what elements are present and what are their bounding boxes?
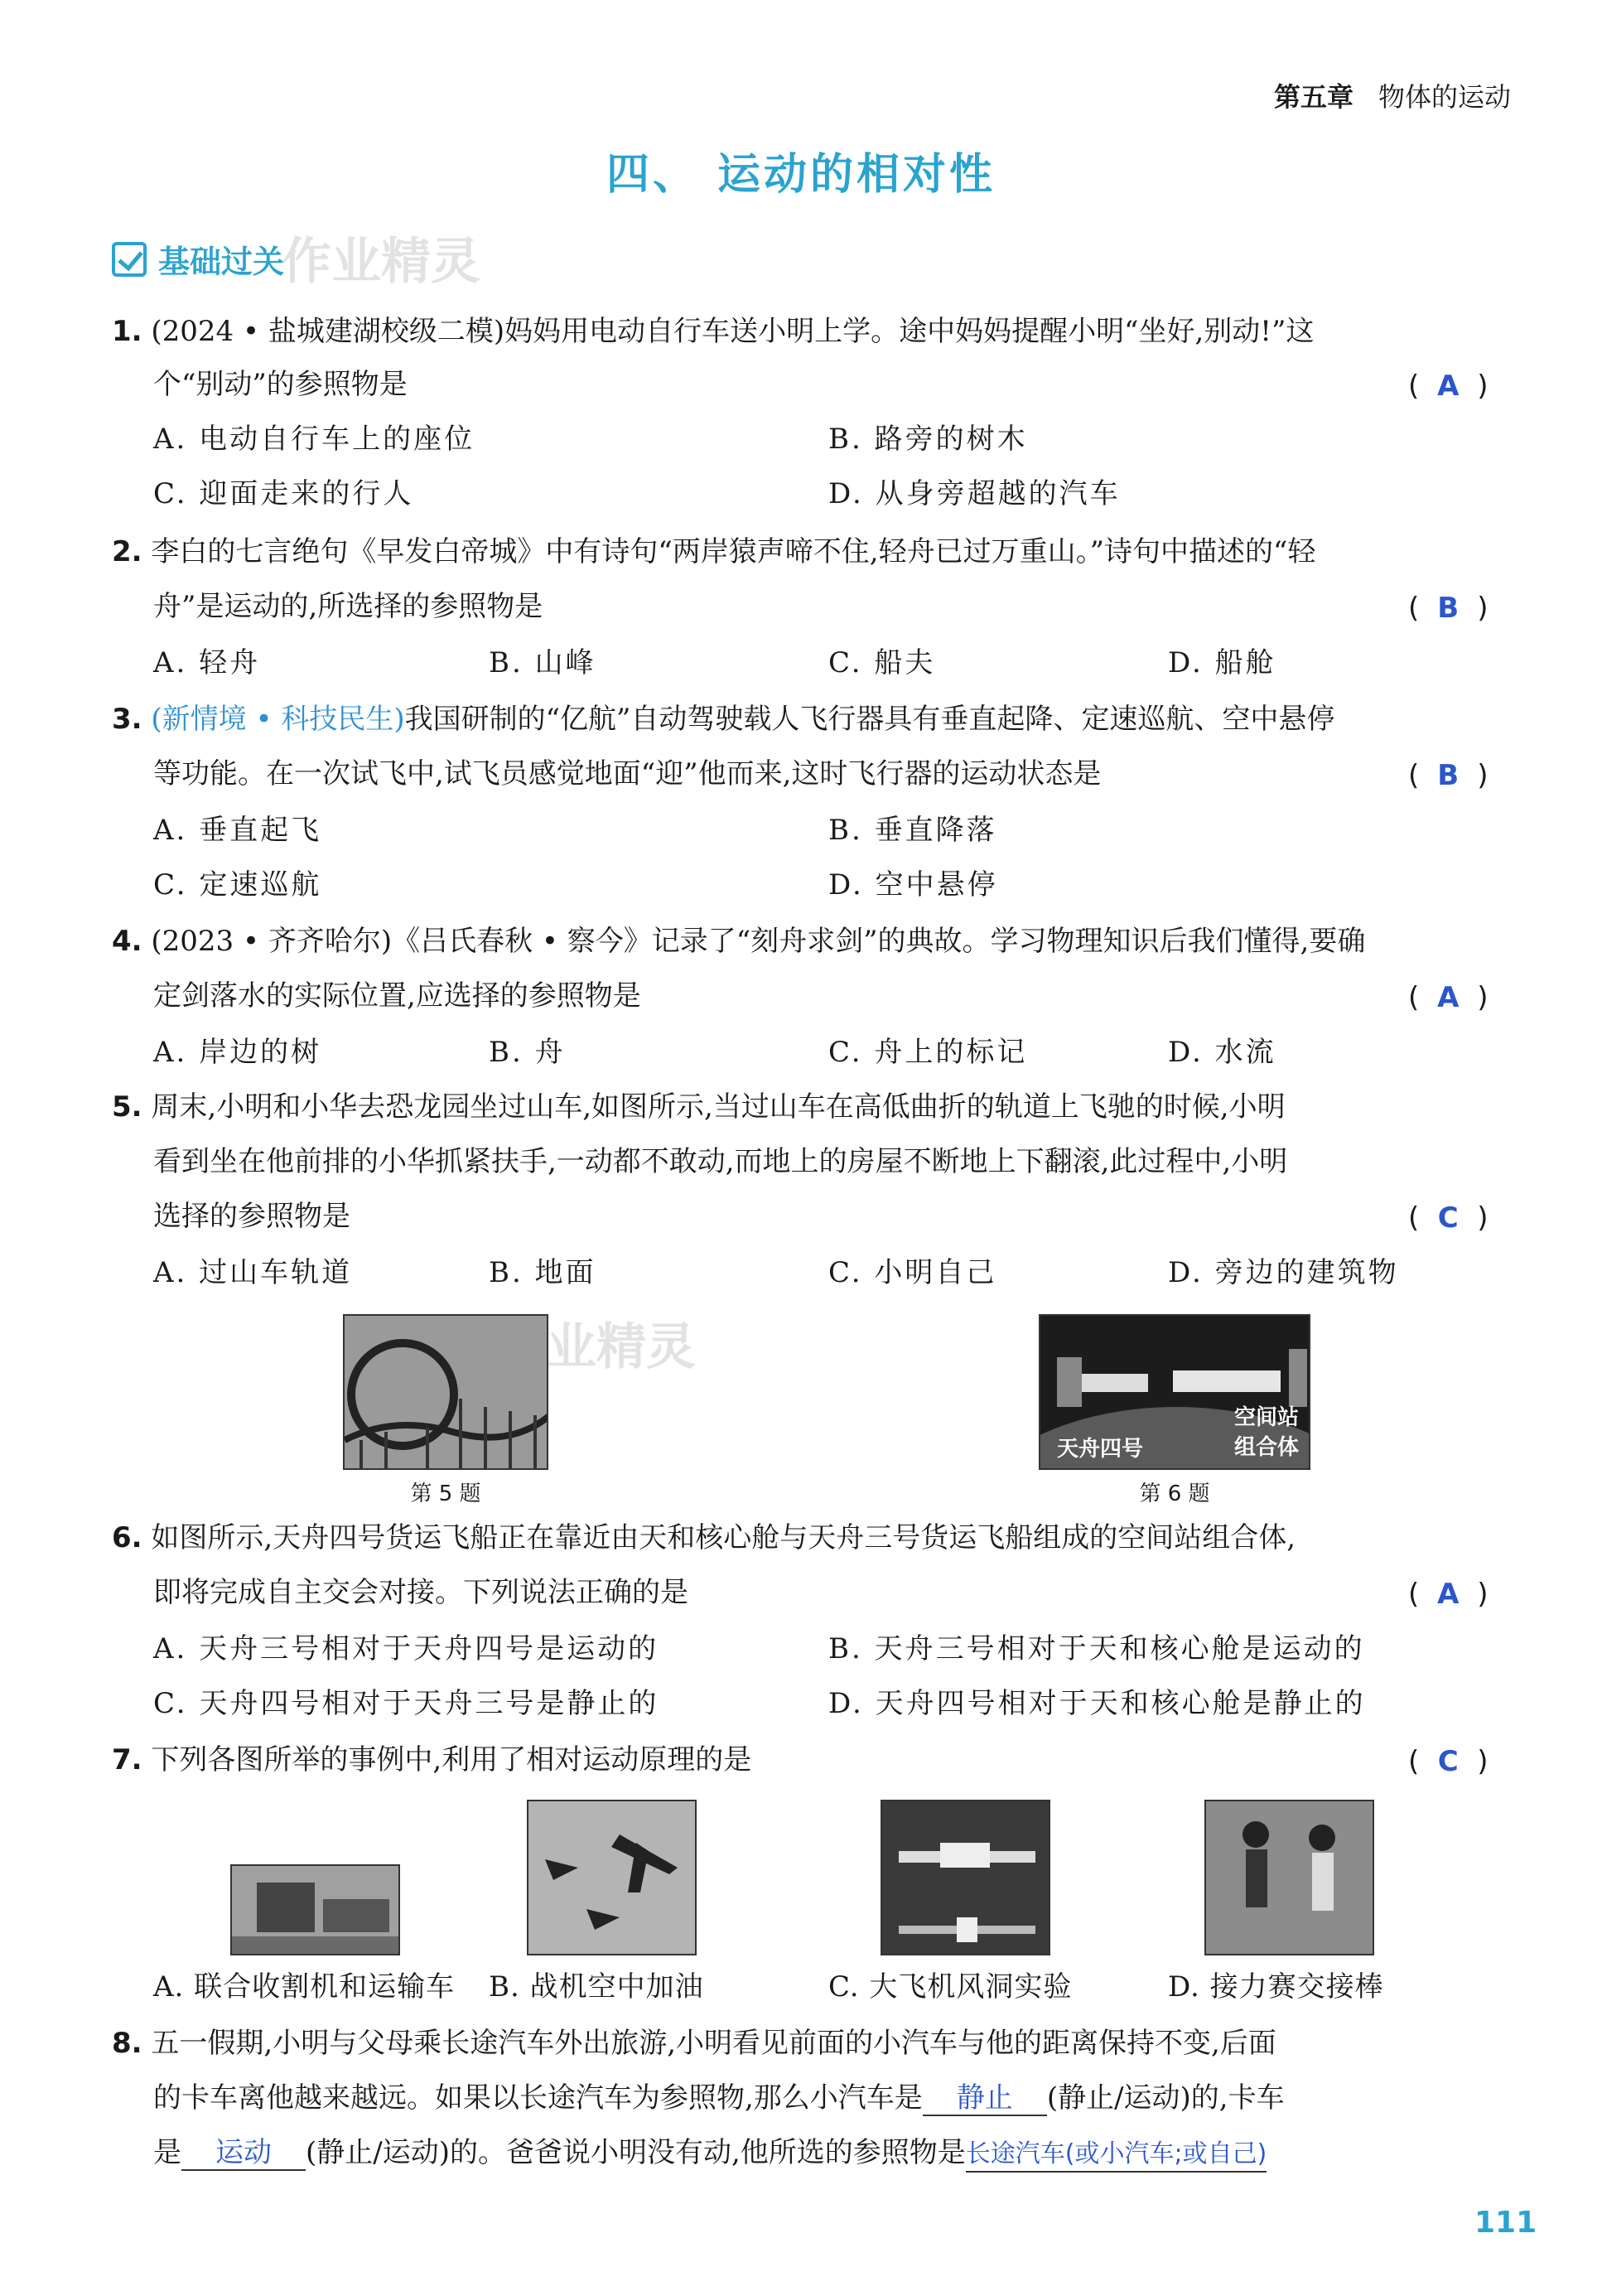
question-5-line2: 看到坐在他前排的小华抓紧扶手,一动都不敢动,而地上的房屋不断地上下翻滚,此过程中,小明 [153, 1145, 1288, 1178]
jet-icon [528, 1801, 697, 1955]
question-7-line1 [112, 1743, 751, 1776]
question-4-option-d: D. 水流 [1168, 1036, 1276, 1069]
checkbox-icon [112, 242, 147, 277]
figure-6-label-right-1: 空间站 [1234, 1405, 1300, 1430]
answer-blank-2: 运动 [181, 2136, 306, 2171]
question-2-option-a: A. 轻舟 [153, 646, 261, 679]
answer-value: A [1437, 1578, 1460, 1611]
question-6-line2: 即将完成自主交会对接。下列说法正确的是 [153, 1576, 688, 1609]
page-number: 111 [1474, 2206, 1537, 2240]
question-2-answer: ( B ) [1408, 592, 1489, 625]
figure-6-label-left: 天舟四号 [1057, 1437, 1144, 1462]
question-3-option-a: A. 垂直起飞 [153, 814, 322, 847]
question-6-option-b: B. 天舟三号相对于天和核心舱是运动的 [828, 1632, 1365, 1665]
figure-6-label-right-2: 组合体 [1234, 1435, 1300, 1460]
question-4-option-a: A. 岸边的树 [153, 1036, 322, 1069]
question-8-number: 8. [112, 2027, 142, 2060]
answer-value: C [1437, 1201, 1459, 1235]
section-heading [112, 236, 284, 282]
question-7-answer: ( C ) [1408, 1745, 1489, 1778]
question-3-tag: (新情境 • 科技民生) [151, 703, 405, 736]
question-1-option-a: A. 电动自行车上的座位 [153, 423, 475, 456]
question-5-option-d: D. 旁边的建筑物 [1168, 1256, 1399, 1289]
question-6-answer: ( A ) [1408, 1578, 1489, 1611]
question-6-text: 如图所示,天舟四号货运飞船正在靠近由天和核心舱与天舟三号货运飞船组成的空间站组合体, [151, 1521, 1296, 1554]
question-8-text: 是 [153, 2136, 181, 2169]
question-4-number: 4. [112, 925, 142, 958]
answer-value: B [1437, 759, 1460, 792]
question-4-option-c: C. 舟上的标记 [828, 1036, 1028, 1069]
answer-value: C [1437, 1745, 1459, 1778]
question-3-option-c: C. 定速巡航 [153, 868, 322, 901]
answer-blank-1: 静止 [923, 2081, 1047, 2116]
question-7-option-b: B. 战机空中加油 [489, 1970, 704, 2004]
question-1-text: (2024 • 盐城建湖校级二模)妈妈用电动自行车送小明上学。途中妈妈提醒小明“坐好,别动!”这 [151, 315, 1315, 348]
answer-value: A [1437, 370, 1460, 403]
question-5-option-b: B. 地面 [489, 1256, 596, 1289]
question-8-text: (静止/运动)的。爸爸说小明没有动,他所选的参照物是 [306, 2136, 966, 2169]
airplane-icon [882, 1801, 1050, 1955]
question-8-line2 [153, 2081, 1285, 2116]
question-2-option-c: C. 船夫 [828, 646, 936, 679]
watermark: 作业精灵 [282, 233, 480, 291]
wind-tunnel-photo [881, 1800, 1050, 1955]
question-5-option-c: C. 小明自己 [828, 1256, 997, 1289]
question-1-answer: ( A ) [1408, 370, 1489, 403]
question-3-line2: 等功能。在一次试飞中,试飞员感觉地面“迎”他而来,这时飞行器的运动状态是 [153, 757, 1102, 790]
question-2-text: 李白的七言绝句《早发白帝城》中有诗句“两岸猿声啼不住,轻舟已过万重山。”诗句中描述的“轻 [151, 535, 1316, 568]
question-7-text: 下列各图所举的事例中,利用了相对运动原理的是 [151, 1743, 752, 1776]
question-4-text: (2023 • 齐齐哈尔)《吕氏春秋 • 察今》记录了“刻舟求剑”的典故。学习物理知识后我们懂得,要确 [151, 925, 1366, 958]
question-8-text: 五一假期,小明与父母乘长途汽车外出旅游,小明看见前面的小汽车与他的距离保持不变,后面 [151, 2027, 1276, 2060]
question-6-option-a: A. 天舟三号相对于天舟四号是运动的 [153, 1632, 659, 1665]
question-4-line2: 定剑落水的实际位置,应选择的参照物是 [153, 979, 641, 1013]
question-8-text: 的卡车离他越来越远。如果以长途汽车为参照物,那么小汽车是 [153, 2081, 923, 2115]
chapter-header [1274, 76, 1511, 114]
question-4-answer: ( A ) [1408, 981, 1489, 1014]
question-7-option-d: D. 接力赛交接棒 [1168, 1970, 1384, 2004]
question-3-answer: ( B ) [1408, 759, 1489, 792]
question-6-line1 [112, 1521, 1296, 1554]
question-4-line1 [112, 925, 1365, 958]
question-3-option-b: B. 垂直降落 [828, 814, 997, 847]
question-1-option-d: D. 从身旁超越的汽车 [828, 477, 1121, 510]
figure-5-caption: 第 5 题 [410, 1482, 481, 1506]
question-3-text: 我国研制的“亿航”自动驾驶载人飞行器具有垂直起降、定速巡航、空中悬停 [404, 703, 1335, 736]
question-8-text: (静止/运动)的,卡车 [1046, 2081, 1285, 2115]
question-7-option-c: C. 大飞机风洞实验 [828, 1970, 1073, 2004]
chapter-number: 第五章 [1273, 81, 1353, 113]
question-5-option-a: A. 过山车轨道 [153, 1256, 353, 1289]
harvester-photo [230, 1864, 400, 1955]
question-2-number: 2. [112, 535, 142, 568]
question-6-option-d: D. 天舟四号相对于天和核心舱是静止的 [828, 1687, 1366, 1720]
question-2-option-d: D. 船舱 [1168, 646, 1276, 679]
question-3-line1 [112, 703, 1334, 736]
question-7-number: 7. [112, 1743, 142, 1776]
question-6-option-c: C. 天舟四号相对于天舟三号是静止的 [153, 1687, 659, 1720]
harvester-icon [232, 1866, 400, 1955]
question-5-answer: ( C ) [1408, 1201, 1489, 1235]
question-2-line2: 舟”是运动的,所选择的参照物是 [153, 590, 543, 623]
question-1-option-c: C. 迎面走来的行人 [153, 477, 414, 510]
figure-6-caption: 第 6 题 [1139, 1482, 1210, 1506]
question-4-option-b: B. 舟 [489, 1036, 566, 1069]
question-2-line1 [112, 535, 1315, 568]
relay-race-photo [1204, 1800, 1374, 1955]
question-1-option-b: B. 路旁的树木 [828, 423, 1028, 456]
question-3-number: 3. [112, 703, 142, 736]
air-refuel-photo [527, 1800, 697, 1955]
question-6-number: 6. [112, 1521, 142, 1554]
answer-blank-3: 长途汽车(或小汽车;或自己) [966, 2138, 1267, 2173]
question-5-line3: 选择的参照物是 [153, 1200, 350, 1233]
question-5-line1 [112, 1090, 1286, 1124]
question-8-line3 [153, 2136, 1267, 2173]
question-1-number: 1. [112, 315, 142, 348]
question-5-number: 5. [112, 1090, 142, 1124]
watermark: 作业精灵 [497, 1318, 696, 1376]
answer-value: A [1437, 981, 1460, 1014]
answer-value: B [1437, 592, 1460, 625]
question-7-option-a: A. 联合收割机和运输车 [153, 1970, 456, 2004]
chapter-title: 物体的运动 [1378, 81, 1511, 113]
section-label: 基础过关 [158, 244, 285, 280]
question-1-line2: 个“别动”的参照物是 [153, 368, 408, 401]
question-5-text: 周末,小明和小华去恐龙园坐过山车,如图所示,当过山车在高低曲折的轨道上飞驰的时候,小明 [151, 1090, 1286, 1124]
page-title: 四、 运动的相对性 [606, 150, 996, 200]
question-3-option-d: D. 空中悬停 [828, 868, 998, 901]
question-2-option-b: B. 山峰 [489, 646, 596, 679]
question-8-line1 [112, 2027, 1276, 2060]
question-1-line1 [112, 315, 1314, 348]
runner-icon [1206, 1801, 1374, 1955]
